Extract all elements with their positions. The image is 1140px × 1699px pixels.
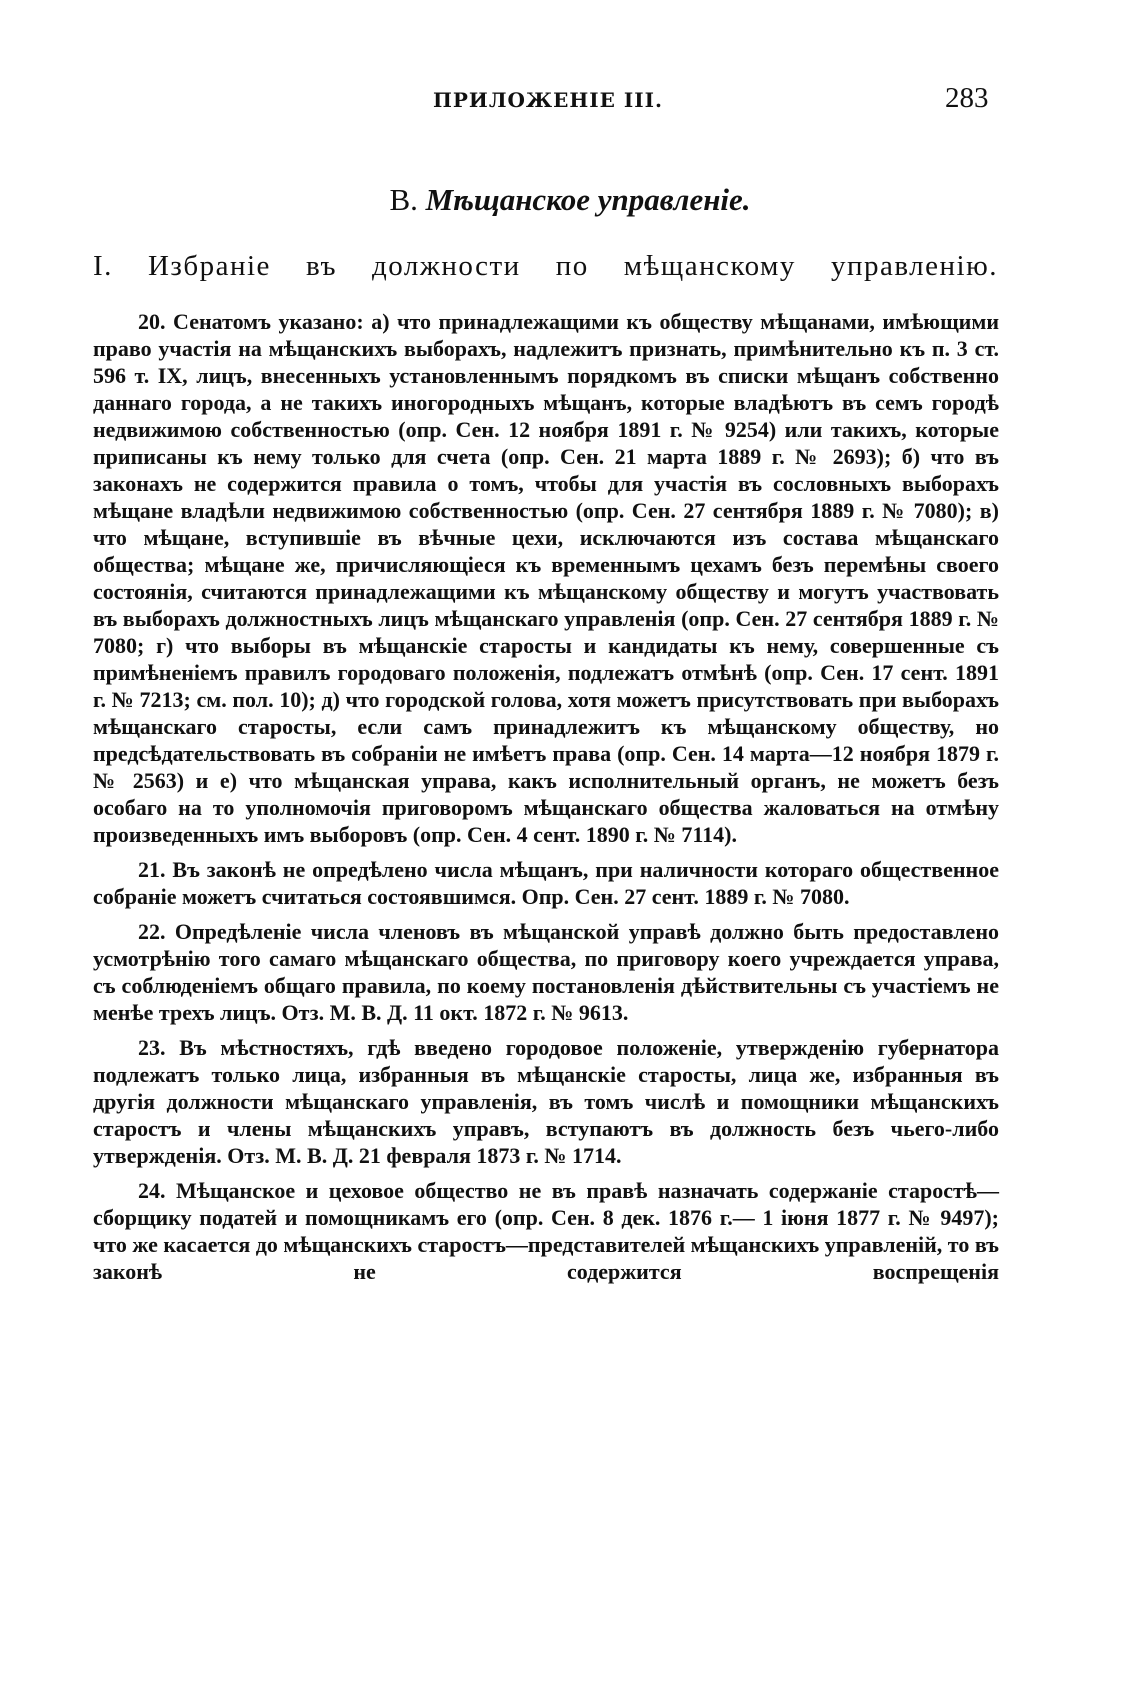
paragraph-number: 24. xyxy=(138,1178,166,1203)
paragraph-21 xyxy=(93,856,999,910)
section-name: Мѣщанское управленіе. xyxy=(425,182,751,217)
paragraph-number: 23. xyxy=(138,1035,166,1060)
paragraph-number: 20. xyxy=(138,309,166,334)
paragraph-text: Въ мѣстностяхъ, гдѣ введено городовое положеніе, утвержденію губернатора подлежатъ только лица, избранныя въ мѣщанскіе старосты, лица же, избранныя въ другія должности мѣщанскаго управленія, въ томъ числѣ и помощники мѣщанскихъ старостъ и члены мѣщанскихъ управъ, вступаютъ въ должность безъ чьего-либо утвержденія. Отз. М. В. Д. 21 февраля 1873 г. № 1714. xyxy=(93,1035,1000,1168)
paragraph-20 xyxy=(93,308,999,848)
section-letter: В. xyxy=(389,182,418,217)
page-number: 283 xyxy=(945,82,989,114)
paragraph-24 xyxy=(93,1177,999,1285)
section-title xyxy=(0,182,1140,218)
paragraph-number: 21. xyxy=(138,857,166,882)
chapter-title: I. Избраніе въ должности по мѣщанскому управленію. xyxy=(93,250,998,282)
paragraph-text: Мѣщанское и цеховое общество не въ правѣ назначать содержаніе старостѣ—сборщику податей и помощникамъ его (опр. Сен. 8 дек. 1876 г.— 1 іюня 1877 г. № 9497); что же касается до мѣщанскихъ старостъ—представителей мѣщанскихъ управленій, то въ законѣ не содержится воспрещенія xyxy=(93,1178,1000,1284)
paragraph-number: 22. xyxy=(138,919,166,944)
paragraph-23 xyxy=(93,1034,999,1169)
paragraph-text: Въ законѣ не опредѣлено числа мѣщанъ, при наличности котораго общественное собраніе можетъ считаться состоявшимся. Опр. Сен. 27 сент. 1889 г. № 7080. xyxy=(93,857,999,909)
running-header xyxy=(0,82,1140,122)
paragraph-text: Сенатомъ указано: а) что принадлежащими къ обществу мѣщанами, имѣющими право участія на мѣщанскихъ выборахъ, надлежитъ признать, примѣнительно къ п. 3 ст. 596 т. IX, лицъ, внесенныхъ установленнымъ порядкомъ въ списки мѣщанъ собственно даннаго города, а не такихъ иногородныхъ мѣщанъ, которые владѣютъ въ семъ городѣ недвижимою собственностью (опр. Сен. 12 ноября 1891 г. № 9254) или такихъ, которые приписаны къ нему только для счета (опр. Сен. 21 марта 1889 г. № 2693); б) что въ законахъ не содержится правила о томъ, чтобы для участія въ сословныхъ выборахъ мѣщане владѣли недвижимою собственностью (опр. Сен. 27 сентября 1889 г. № 7080); в) что мѣщане, вступившіе въ вѣчные цехи, исключаются изъ состава мѣщанскаго общества; мѣщане же, причисляющіеся къ временнымъ цехамъ безъ перемѣны своего состоянія, считаются принадлежащими къ мѣщанскому обществу и могутъ участвовать въ выборахъ должностныхъ лицъ мѣщанскаго управленія (опр. Сен. 27 сентября 1889 г. № 7080; г) что выборы въ мѣщанскіе старосты и кандидаты къ нему, совершенные съ примѣненіемъ правилъ городоваго положенія, подлежатъ отмѣнѣ (опр. Сен. 17 сент. 1891 г. № 7213; см. пол. 10); д) что городской голова, хотя можетъ присутствовать при выборахъ мѣщанскаго старосты, если самъ принадлежитъ къ мѣщанскому обществу, но предсѣдательствовать въ собраніи не имѣетъ права (опр. Сен. 14 марта—12 ноября 1879 г. № 2563) и е) что мѣщанская управа, какъ исполнительный органъ, не можетъ безъ особаго на то уполномочія приговоромъ мѣщанскаго общества жаловаться на отмѣну произведенныхъ имъ выборовъ (опр. Сен. 4 сент. 1890 г. № 7114). xyxy=(93,309,999,847)
paragraph-text: Опредѣленіе числа членовъ въ мѣщанской управѣ должно быть предоставлено усмотрѣнію того самаго мѣщанскаго общества, по приговору коего учреждается управа, съ соблюденіемъ общаго правила, по коему постановленія дѣйствительны съ участіемъ не менѣе трехъ лицъ. Отз. М. В. Д. 11 окт. 1872 г. № 9613. xyxy=(93,919,999,1025)
body-text xyxy=(93,308,999,1293)
paragraph-22 xyxy=(93,918,999,1026)
running-title: ПРИЛОЖЕНІЕ III. xyxy=(433,88,663,112)
